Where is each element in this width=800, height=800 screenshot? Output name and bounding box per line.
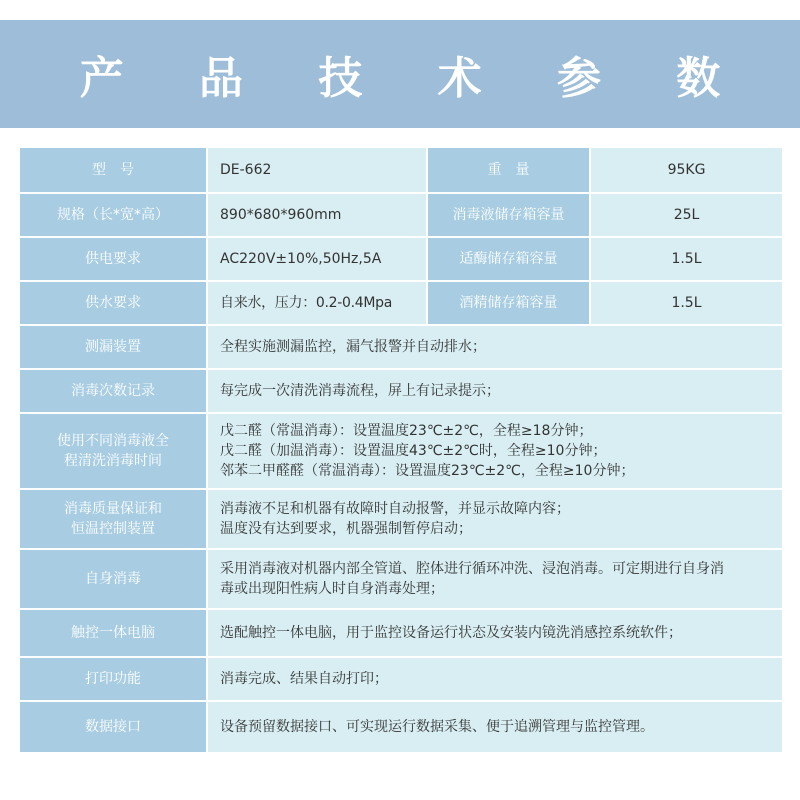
feature-label-line: 打印功能 — [85, 671, 141, 687]
feature-value-line: 戊二醛（加温消毒）：设置温度43℃±2℃时，全程≥10分钟； — [220, 443, 607, 459]
feature-row-touch-pc — [19, 609, 783, 657]
spec-label: 酒精储存箱容量 — [427, 281, 590, 325]
spec-value: 1.5L — [590, 281, 783, 325]
feature-label — [19, 413, 207, 489]
feature-label — [19, 657, 207, 701]
feature-label-line: 自身消毒 — [85, 571, 141, 587]
feature-value-line: 全程实施测漏监控，漏气报警并自动排水； — [220, 339, 486, 355]
spec-row-water — [19, 281, 783, 325]
feature-row-count-record — [19, 369, 783, 413]
page-title: 产 品 技 术 参 数 — [79, 53, 751, 104]
feature-value — [207, 489, 783, 549]
feature-value-line: 温度没有达到要求，机器强制暂停启动； — [220, 521, 472, 537]
spec-value: DE-662 — [207, 147, 427, 193]
feature-row-leak-test — [19, 325, 783, 369]
feature-row-self-disinfect — [19, 549, 783, 609]
feature-label — [19, 609, 207, 657]
feature-value — [207, 657, 783, 701]
feature-value — [207, 609, 783, 657]
spec-value: 25L — [590, 193, 783, 237]
spec-label: 重 量 — [427, 147, 590, 193]
spec-label: 消毒液储存箱容量 — [427, 193, 590, 237]
feature-row-print — [19, 657, 783, 701]
spec-value: 95KG — [590, 147, 783, 193]
title-banner — [0, 20, 800, 128]
feature-value-line: 毒或出现阳性病人时自身消毒处理； — [220, 581, 444, 597]
feature-value-line: 消毒液不足和机器有故障时自动报警，并显示故障内容； — [220, 501, 570, 517]
spec-row-power — [19, 237, 783, 281]
feature-label-line: 数据接口 — [85, 719, 141, 735]
spec-label: 型 号 — [19, 147, 207, 193]
feature-label-line: 消毒质量保证和 — [64, 501, 162, 517]
feature-label-line: 消毒次数记录 — [71, 383, 155, 399]
feature-row-data-interface — [19, 701, 783, 753]
spec-row-dimensions — [19, 193, 783, 237]
feature-label — [19, 369, 207, 413]
spec-row-model — [19, 147, 783, 193]
feature-label — [19, 549, 207, 609]
spec-value: 1.5L — [590, 237, 783, 281]
feature-label-line: 触控一体电脑 — [71, 625, 155, 641]
feature-value-line: 采用消毒液对机器内部全管道、腔体进行循环冲洗、浸泡消毒。可定期进行自身消 — [220, 561, 724, 577]
feature-value-line: 设备预留数据接口、可实现运行数据采集、便于追溯管理与监控管理。 — [220, 719, 654, 735]
feature-value — [207, 549, 783, 609]
feature-label-line: 恒温控制装置 — [71, 521, 155, 537]
feature-row-quality-control — [19, 489, 783, 549]
spec-label: 适酶储存箱容量 — [427, 237, 590, 281]
feature-value — [207, 369, 783, 413]
feature-label-line: 程清洗消毒时间 — [64, 453, 162, 469]
feature-label-line: 测漏装置 — [85, 339, 141, 355]
spec-label: 供电要求 — [19, 237, 207, 281]
feature-value — [207, 325, 783, 369]
feature-value-line: 戊二醛（常温消毒）：设置温度23℃±2℃，全程≥18分钟； — [220, 423, 593, 439]
feature-value — [207, 701, 783, 753]
feature-row-disinfect-time — [19, 413, 783, 489]
feature-label-line: 使用不同消毒液全 — [57, 433, 169, 449]
feature-value-line: 选配触控一体电脑，用于监控设备运行状态及安装内镜洗消感控系统软件； — [220, 625, 682, 641]
feature-label — [19, 701, 207, 753]
feature-value-line: 邻苯二甲醛醛（常温消毒）：设置温度23℃±2℃，全程≥10分钟； — [220, 463, 635, 479]
spec-label: 规格（长*宽*高） — [19, 193, 207, 237]
feature-label — [19, 489, 207, 549]
spec-label: 供水要求 — [19, 281, 207, 325]
feature-label — [19, 325, 207, 369]
spec-value: 890*680*960mm — [207, 193, 427, 237]
spec-value: 自来水，压力：0.2-0.4Mpa — [207, 281, 427, 325]
feature-value-line: 消毒完成、结果自动打印； — [220, 671, 388, 687]
feature-value-line: 每完成一次清洗消毒流程，屏上有记录提示； — [220, 383, 500, 399]
spec-table — [18, 146, 784, 754]
spec-value: AC220V±10%,50Hz,5A — [207, 237, 427, 281]
feature-value — [207, 413, 783, 489]
